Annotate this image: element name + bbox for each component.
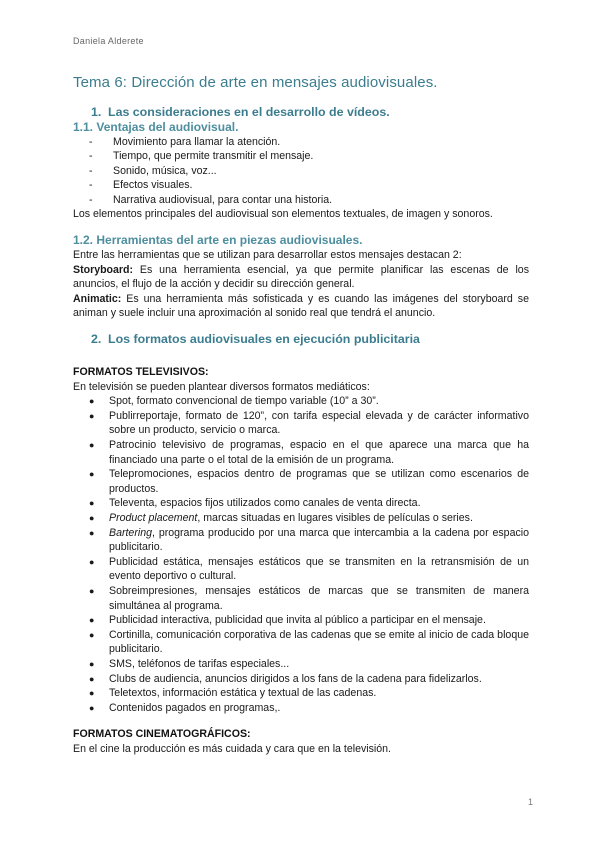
list-item: ● Teletextos, información estática y textual de las cadenas. [89,687,377,700]
list-item: ● Telepromociones, espacios dentro de programas que se utilizan como escenarios de productos. [89,468,529,495]
cinema-formats-heading: FORMATOS CINEMATOGRÁFICOS: [73,728,251,741]
bullet-marker: ● [89,586,95,596]
animatic-paragraph: Animatic: Es una herramienta más sofisticada y es cuando las imágenes del storyboard se animan y suele incluir una aproximación al sonido real que tendrá el anuncio. [73,292,529,320]
animatic-term: Animatic: [73,292,122,305]
document-title: Tema 6: Dirección de arte en mensajes audiovisuales. [73,74,438,91]
list-item: ● Publicidad interactiva, publicidad que invita al público a participar en el mensaje. [89,614,486,627]
advantages-list [73,135,529,207]
list-item: ● Patrocinio televisivo de programas, espacio en el que aparece una marca que ha financiado una parte o el total de la emisión de un programa. [89,439,529,466]
list-item: ● SMS, teléfonos de tarifas especiales... [89,657,290,670]
bullet-marker: ● [89,527,95,538]
bullet-marker: ● [89,702,95,713]
section-2-title: Los formatos audiovisuales en ejecución publicitaria [108,332,420,347]
tv-formats-intro: En televisión se pueden plantear diversos formatos mediáticos: [73,380,370,393]
bullet-marker: ● [89,629,95,640]
list-item: ● Cortinilla, comunicación corporativa de las cadenas que se emite al inicio de cada bloque publicitario. [89,628,529,656]
advantages-summary: Los elementos principales del audiovisual son elementos textuales, de imagen y sonoros. [73,208,493,221]
bullet-marker: ● [89,688,95,699]
section-1-title: Las consideraciones en el desarrollo de vídeos. [108,105,390,119]
list-item: - Efectos visuales. [89,179,193,192]
list-item: - Sonido, música, voz... [89,164,217,177]
subsection-1-1-heading: 1.1. Ventajas del audiovisual. [73,120,239,134]
dash-marker: - [89,136,93,148]
list-item: - Tiempo, que permite transmitir el mensaje. [89,150,314,163]
document-body [73,74,529,756]
list-item: ● Spot, formato convencional de tiempo variable (10” a 30”. [89,395,379,408]
list-item: ● Publicidad estática, mensajes estáticos que se transmiten en la retransmisión de un evento deportivo o cultural. [89,555,529,583]
list-item: - Movimiento para llamar la atención. [89,136,281,148]
bullet-marker: ● [89,673,95,684]
list-item: ● Product placement, marcas situadas en lugares visibles de películas o series. [89,512,473,525]
section-2-number: 2. [91,332,102,347]
tv-formats-list [73,394,529,715]
bullet-marker: ● [89,615,95,626]
list-item: ● Televenta, espacios fijos utilizados como canales de venta directa. [89,497,421,510]
bullet-marker: ● [89,396,95,407]
dash-marker: - [89,150,93,163]
bullet-marker: ● [89,556,95,567]
dash-marker: - [89,179,93,192]
bullet-marker: ● [89,658,95,669]
header-author: Daniela Alderete [73,36,144,46]
list-item: ● Contenidos pagados en programas,. [89,701,281,714]
storyboard-term: Storyboard: [73,263,134,276]
bullet-marker: ● [89,513,95,524]
dash-marker: - [89,164,93,177]
tv-formats-heading: FORMATOS TELEVISIVOS: [73,366,209,379]
cinema-formats-intro: En el cine la producción es más cuidada y cara que en la televisión. [73,742,391,755]
list-item: ● Clubs de audiencia, anuncios dirigidos a los fans de la cadena para fidelizarlos. [89,672,482,685]
bullet-marker: ● [89,469,95,480]
list-item: ● Publirreportaje, formato de 120”, con tarifa especial elevada y de carácter informativo sobre un producto, servicio o marca. [89,409,529,437]
subsection-1-2-heading: 1.2. Herramientas del arte en piezas audiovisuales. [73,233,363,248]
bullet-marker: ● [89,440,95,451]
list-item: ● Sobreimpresiones, mensajes estáticos de marcas que se transmiten de manera simultánea al programa. [89,585,529,612]
dash-marker: - [89,193,93,206]
list-item: ● Bartering, programa producido por una marca que intercambia a la cadena por espacio publicitario. [89,526,529,554]
section-2-heading [73,332,529,347]
tools-intro: Entre las herramientas que se utilizan para desarrollar estos mensajes destacan 2: [73,249,462,262]
section-1-number: 1. [91,105,102,119]
list-item: - Narrativa audiovisual, para contar una historia. [89,193,333,206]
bullet-marker: ● [89,410,95,421]
page-number: 1 [528,797,534,807]
bullet-marker: ● [89,498,95,509]
storyboard-paragraph: Storyboard: Es una herramienta esencial, ya que permite planificar las escenas de los anuncios, el flujo de la acción y decidir su dirección general. [73,263,529,291]
section-1-heading [73,105,529,120]
